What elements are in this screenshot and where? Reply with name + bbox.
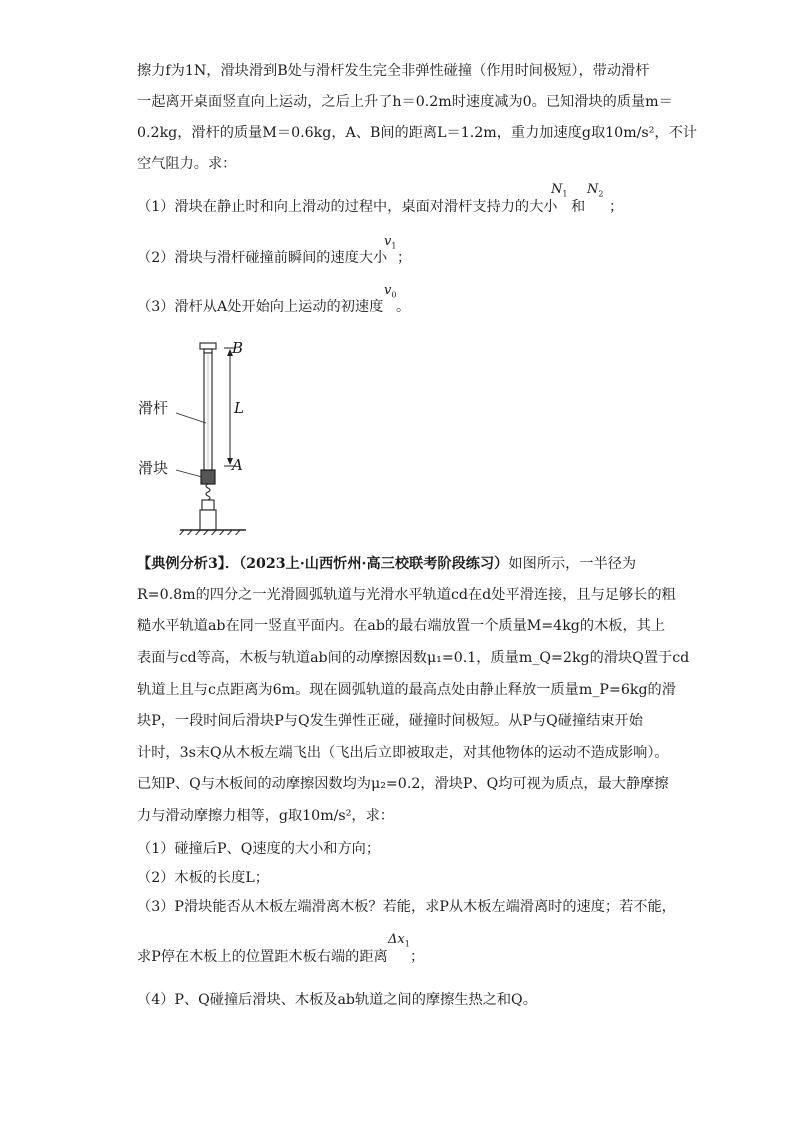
label-B: B bbox=[232, 339, 244, 357]
paragraph-line: 一起离开桌面竖直向上运动，之后上升了h＝0.2m时速度减为0。已知滑块的质量m＝ bbox=[137, 94, 673, 110]
question-3-cont: 求P停在木板上的位置距木板右端的距离 bbox=[137, 949, 388, 965]
paragraph-line: 糙水平轨道ab在同一竖直平面内。在ab的最右端放置一个质量M=4kg的木板，其上 bbox=[137, 618, 666, 634]
problem-2-header bbox=[137, 554, 677, 574]
label-rod: 滑杆 bbox=[138, 399, 169, 417]
label-L: L bbox=[234, 399, 244, 417]
punct: 。 bbox=[396, 299, 411, 315]
symbol-N1: $N_1$ bbox=[551, 182, 568, 199]
question-4: （4）P、Q碰撞后滑块、木板及ab轨道之间的摩擦生热之和Q。 bbox=[137, 992, 537, 1008]
question-3: （3）P滑块能否从木板左端滑离木板？若能，求P从木板左端滑离时的速度；若不能， bbox=[137, 899, 676, 915]
question-2: （2）木板的长度L； bbox=[137, 870, 269, 886]
punct: ； bbox=[609, 199, 624, 215]
question-3 bbox=[137, 297, 383, 317]
symbol-N2: $N_2$ bbox=[587, 182, 604, 199]
paragraph-line: 表面与cd等高，木板与轨道ab间的动摩擦因数μ₁=0.1，质量m_Q=2kg的滑块Q置于cd bbox=[137, 650, 690, 666]
question-1: （1）碰撞后P、Q速度的大小和方向； bbox=[137, 841, 381, 857]
paragraph-line: 块P，一段时间后滑块P与Q发生弹性正碰，碰撞时间极短。从P与Q碰撞结束开始 bbox=[137, 713, 643, 729]
paragraph-line: 计时，3s末Q从木板左端飞出（飞出后立即被取走，对其他物体的运动不造成影响）。 bbox=[137, 745, 669, 761]
paragraph-line: 0.2kg，滑杆的质量M＝0.6kg，A、B间的距离L＝1.2m，重力加速度g取10m/s²，不计 bbox=[137, 125, 697, 141]
rod-diagram bbox=[150, 335, 290, 535]
paragraph-line: 擦力f为1N，滑块滑到B处与滑杆发生完全非弹性碰撞（作用时间极短），带动滑杆 bbox=[137, 63, 650, 79]
and-text: 和 bbox=[571, 199, 586, 215]
paragraph-line: 空气阻力。求： bbox=[137, 156, 237, 172]
question-text: （3）滑杆从A处开始向上运动的初速度 bbox=[137, 299, 384, 315]
paragraph-line: 已知P、Q与木板间的动摩擦因数均为μ₂=0.2，滑块P、Q均可视为质点，最大静摩擦 bbox=[137, 776, 669, 792]
question-2 bbox=[137, 248, 387, 268]
symbol-v0: $v_0$ bbox=[384, 283, 397, 300]
paragraph-line: 如图所示，一半径为 bbox=[508, 556, 637, 572]
punct: ； bbox=[397, 250, 412, 266]
punct: ； bbox=[410, 949, 425, 965]
question-text: （1）滑块在静止时和向上滑动的过程中，桌面对滑杆支持力的大小 bbox=[137, 199, 558, 215]
problem-title: 【典例分析3】 bbox=[137, 556, 225, 572]
paragraph-line: 轨道上且与c点距离为6m。现在圆弧轨道的最高点处由静止释放一质量m_P=6kg的滑 bbox=[137, 682, 676, 698]
label-block: 滑块 bbox=[138, 459, 169, 477]
paragraph-line: 力与滑动摩擦力相等，g取10m/s²，求： bbox=[137, 808, 394, 824]
block bbox=[201, 470, 215, 484]
problem-source: ．（2023上·山西忻州·高三校联考阶段练习） bbox=[224, 556, 509, 572]
question-text: （2）滑块与滑杆碰撞前瞬间的速度大小 bbox=[137, 250, 388, 266]
label-A: A bbox=[232, 456, 243, 474]
question-1 bbox=[137, 197, 557, 217]
rod-block-figure bbox=[138, 335, 290, 535]
symbol-dx1: $\Delta x_1$ bbox=[388, 932, 410, 949]
paragraph-line: R=0.8m的四分之一光滑圆弧轨道与光滑水平轨道cd在d处平滑连接，且与足够长的粗 bbox=[137, 587, 676, 603]
symbol-v1: $v_1$ bbox=[384, 234, 397, 251]
